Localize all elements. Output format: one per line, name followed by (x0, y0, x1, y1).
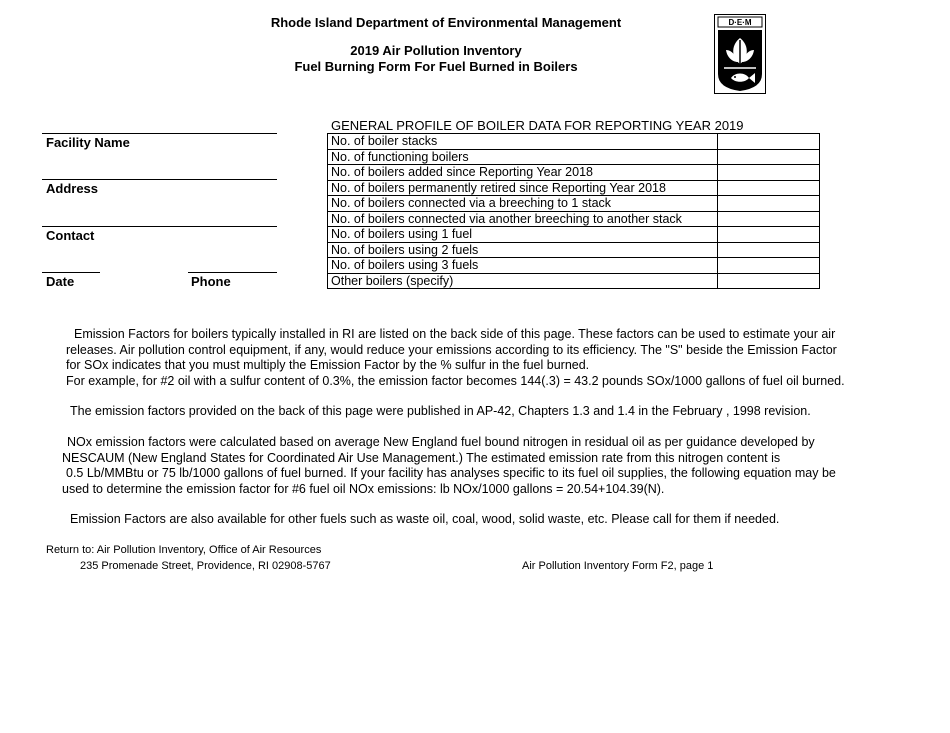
phone-line[interactable] (188, 272, 277, 273)
paragraph-line: Emission Factors for boilers typically installed in RI are listed on the back side of this page. These factors can be used to estimate your air (74, 327, 836, 341)
paragraph-line: 0.5 Lb/MMBtu or 75 lb/1000 gallons of fuel burned. If your facility has analyses specific to its fuel oil supplies, the following equation may be (66, 466, 836, 480)
boiler-profile-table (327, 133, 820, 289)
return-address-line2: 235 Promenade Street, Providence, RI 02908-5767 (80, 560, 331, 572)
row-value-cell[interactable] (718, 242, 820, 258)
paragraph-line: For example, for #2 oil with a sulfur content of 0.3%, the emission factor becomes 144(.3) = 43.2 pounds SOx/1000 gallons of fuel oil burned. (66, 373, 845, 388)
emission-factors-paragraph (66, 327, 845, 389)
row-value-cell[interactable] (718, 258, 820, 274)
phone-label: Phone (191, 274, 231, 289)
contact-label: Contact (46, 228, 95, 243)
table-row (328, 227, 820, 243)
paragraph-line: NESCAUM (New England States for Coordinated Air Use Management.) The estimated emission rate from this nitrogen content is (62, 450, 781, 465)
return-address-line1: Return to: Air Pollution Inventory, Office of Air Resources (46, 544, 322, 556)
row-label: No. of boilers connected via a breeching to 1 stack (328, 196, 718, 212)
other-fuels-paragraph: Emission Factors are also available for other fuels such as waste oil, coal, wood, solid waste, etc. Please call for them if needed. (70, 512, 780, 526)
form-title-line1: 2019 Air Pollution Inventory (350, 43, 522, 58)
table-row (328, 149, 820, 165)
form-title-line2: Fuel Burning Form For Fuel Burned in Boilers (294, 59, 578, 74)
row-label: No. of boilers using 1 fuel (328, 227, 718, 243)
row-value-cell[interactable] (718, 149, 820, 165)
row-value-cell[interactable] (718, 134, 820, 150)
paragraph-line: NOx emission factors were calculated based on average New England fuel bound nitrogen in residual oil as per guidance developed by (67, 435, 815, 449)
contact-line[interactable] (42, 226, 277, 227)
row-label: No. of boilers added since Reporting Year 2018 (328, 165, 718, 181)
paragraph-line: used to determine the emission factor for #6 fuel oil NOx emissions: lb NOx/1000 gallons = 20.54+104.39(N). (62, 481, 665, 496)
table-row (328, 242, 820, 258)
form-page-label: Air Pollution Inventory Form F2, page 1 (522, 560, 714, 572)
row-label: No. of boilers using 3 fuels (328, 258, 718, 274)
table-row (328, 165, 820, 181)
dem-seal-logo (714, 14, 766, 94)
row-label: No. of boiler stacks (328, 134, 718, 150)
row-value-cell[interactable] (718, 196, 820, 212)
row-label: No. of boilers permanently retired since Reporting Year 2018 (328, 180, 718, 196)
nox-paragraph (62, 435, 836, 497)
table-row (328, 258, 820, 274)
address-line[interactable] (42, 179, 277, 180)
address-label: Address (46, 181, 99, 196)
row-label: No. of boilers connected via another breeching to another stack (328, 211, 718, 227)
facility-name-line[interactable] (42, 133, 277, 134)
row-label: No. of functioning boilers (328, 149, 718, 165)
table-row (328, 134, 820, 150)
profile-title: GENERAL PROFILE OF BOILER DATA FOR REPORTING YEAR 2019 (331, 118, 744, 133)
table-row (328, 211, 820, 227)
date-line[interactable] (42, 272, 100, 273)
row-label: No. of boilers using 2 fuels (328, 242, 718, 258)
paragraph-line: releases. Air pollution control equipment, if any, would reduce your emissions according to its efficiency. The "S" beside the Emission Factor (66, 342, 837, 357)
paragraph-line: for SOx indicates that you must multiply the Emission Factor by the % sulfur in the fuel burned. (66, 358, 590, 372)
agency-name: Rhode Island Department of Environmental Management (270, 15, 622, 30)
table-row (328, 196, 820, 212)
date-label: Date (46, 274, 75, 289)
table-row (328, 180, 820, 196)
row-value-cell[interactable] (718, 227, 820, 243)
row-value-cell[interactable] (718, 211, 820, 227)
ap42-paragraph: The emission factors provided on the back of this page were published in AP-42, Chapters 1.3 and 1.4 in the February , 1998 revision. (70, 404, 811, 418)
row-label: Other boilers (specify) (328, 273, 718, 289)
row-value-cell[interactable] (718, 273, 820, 289)
row-value-cell[interactable] (718, 165, 820, 181)
table-row (328, 273, 820, 289)
facility-name-label: Facility Name (46, 135, 130, 150)
row-value-cell[interactable] (718, 180, 820, 196)
logo-text: D·E·M (728, 18, 752, 27)
